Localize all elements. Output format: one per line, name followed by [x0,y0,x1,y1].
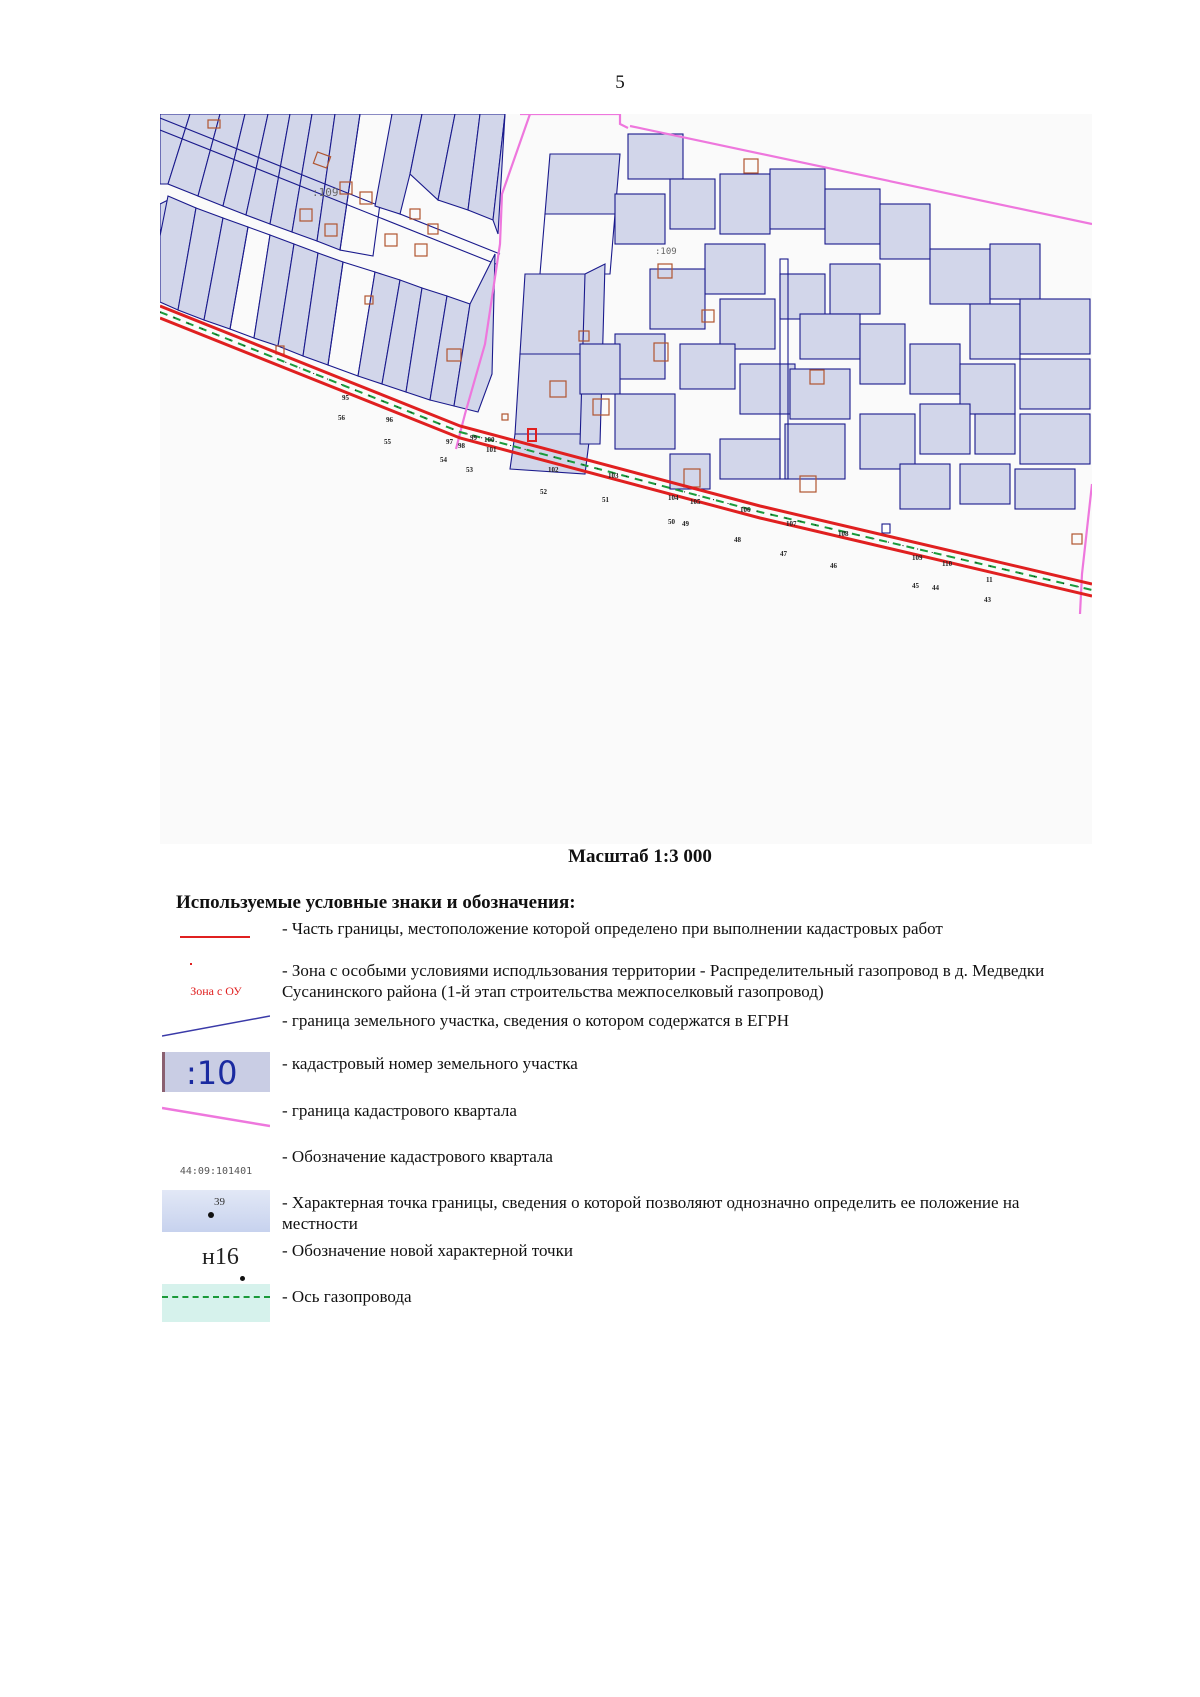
point-label: 50 [668,518,675,526]
legend-text: - граница кадастрового квартала [282,1101,517,1120]
legend-item [162,918,1092,958]
point-label: 105 [690,498,701,506]
green-dash-symbol [162,1284,270,1322]
point-label: 98 [458,442,465,450]
point-label: 47 [780,550,787,558]
point-label: 102 [548,466,559,474]
legend-item [162,1284,1092,1330]
legend-text: - Часть границы, местоположение которой определено при выполнении кадастровых работ [282,919,943,938]
point-symbol [162,1190,270,1232]
red-line-symbol [162,928,270,948]
point-label: 97 [446,438,453,446]
point-label: 56 [338,414,345,422]
legend-text: - Зона с особыми условиями исподльзования территории - Распределительный газопровод в д. Медведки Сусанинского района (1-й этап строительства межпоселковый газопровод) [282,961,1045,1001]
point-label: 95 [342,394,349,402]
legend-item [162,1008,1092,1052]
legend-item [162,1190,1092,1238]
point-label: 110 [942,560,953,568]
page-number: 5 [615,72,625,93]
point-label: 108 [838,530,849,538]
legend-text: - граница земельного участка, сведения о котором содержатся в ЕГРН [282,1011,789,1030]
pink-line-symbol [162,1098,270,1132]
map-canvas [160,114,1092,844]
point-label: 104 [668,494,679,502]
point-label: 109 [912,554,923,562]
legend [162,918,1092,1330]
point-label: 106 [740,506,751,514]
legend-title: Используемые условные знаки и обозначения: [176,892,576,913]
point-label: 52 [540,488,547,496]
zone-symbol-text: Зона с ОУ [190,984,242,998]
point-label: 46 [830,562,837,570]
point-label: 54 [440,456,447,464]
point-symbol-text: 39 [214,1196,225,1208]
legend-item [162,1052,1092,1098]
point-label: 55 [384,438,391,446]
quarter-label-symbol [162,1144,270,1184]
cadastral-number-symbol [162,1052,270,1092]
legend-item [162,1098,1092,1144]
point-label: 44 [932,584,939,592]
point-label: 45 [912,582,919,590]
new-point-symbol-text: н16 [202,1244,239,1270]
legend-text: - Обозначение кадастрового квартала [282,1147,553,1166]
quarter-label-text: 44:09:101401 [179,1166,253,1177]
point-label: 103 [608,472,619,480]
legend-item [162,958,1092,1008]
point-label: 11 [986,576,993,584]
point-label: 101 [486,446,497,454]
point-label: 100 [484,436,495,444]
point-label: 49 [682,520,689,528]
legend-text: - кадастровый номер земельного участка [282,1054,578,1073]
point-label: 51 [602,496,609,504]
point-label: 96 [386,416,393,424]
legend-text: - Характерная точка границы, сведения о которой позволяют однозначно определить ее положение на местности [282,1193,1020,1233]
zone-symbol [162,958,270,1008]
point-label: 53 [466,466,473,474]
legend-text: - Обозначение новой характерной точки [282,1241,573,1260]
point-label: 43 [984,596,991,604]
quarter-label: :109 [655,247,677,257]
point-label: 99 [470,434,477,442]
new-point-symbol [162,1238,270,1282]
legend-item [162,1238,1092,1284]
point-label: 48 [734,536,741,544]
blue-line-symbol [162,1008,270,1042]
scale-label: Масштаб 1:3 000 [568,846,712,867]
legend-text: - Ось газопровода [282,1287,412,1306]
legend-item [162,1144,1092,1190]
point-label: 107 [786,520,797,528]
cadastral-number-text: :10 [186,1054,238,1092]
cadastral-map [160,114,1092,844]
quarter-label: :109 [312,186,339,199]
